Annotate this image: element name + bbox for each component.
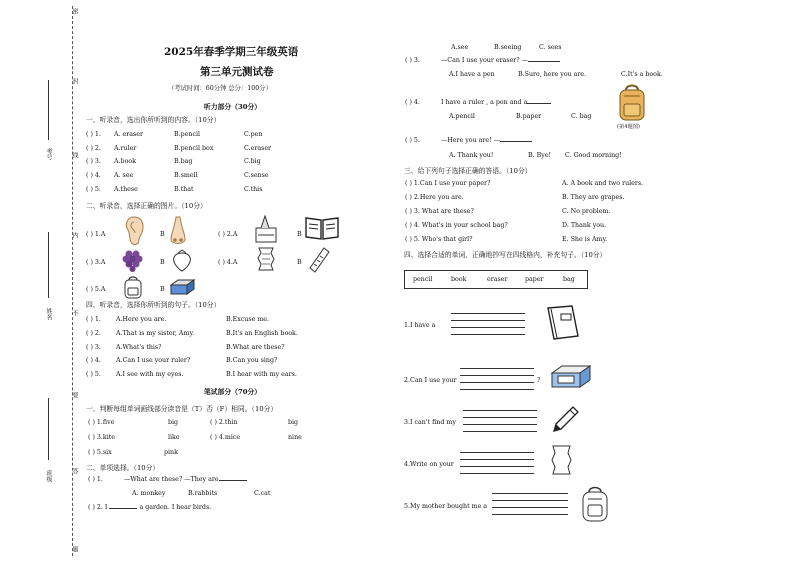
word-bank-word: bag <box>563 276 575 283</box>
option-a: A.I have a pen <box>449 71 495 78</box>
question-number: ( ) 4. <box>86 357 101 364</box>
writing-line[interactable] <box>460 473 534 474</box>
option-b: B.pencil box <box>174 145 214 152</box>
listening-s1-title: 一、听录音，选出你所听到的内容。（10分） <box>86 116 221 124</box>
match-answer: C. No problem. <box>562 208 611 215</box>
answer-blank[interactable] <box>219 480 247 481</box>
seat-label: 考号 <box>45 148 52 160</box>
ruler-icon <box>307 246 331 274</box>
exam-info: （考试时间：60分钟 总分：100分） <box>168 85 272 92</box>
option-b: B.I hear with my ears. <box>226 371 297 378</box>
phonics-item: ( ) 3.kite <box>88 434 116 441</box>
answer-blank[interactable] <box>500 141 532 142</box>
option-b: B <box>160 286 165 293</box>
question-number: ( ) 5.A <box>86 286 106 293</box>
option-a: A.see <box>451 44 469 51</box>
strawberry-icon <box>170 248 194 272</box>
word-bank-word: book <box>451 276 467 283</box>
writing-line[interactable] <box>492 514 568 515</box>
binding-mark: 封 <box>71 78 78 84</box>
writing-line[interactable] <box>451 334 525 335</box>
match-question: ( ) 2.Here you are. <box>405 194 464 201</box>
option-a: A.That is my sister, Amy. <box>116 330 195 337</box>
phonics-item: ( ) 2.thin <box>210 419 238 426</box>
answer-blank[interactable] <box>527 103 551 104</box>
option-b: B. Bye! <box>528 152 552 159</box>
writing-line[interactable] <box>463 424 537 425</box>
name-line <box>48 232 49 298</box>
option-c: C.big <box>244 158 261 165</box>
question-number: ( ) 1. <box>86 316 101 323</box>
option-b: B.seeing <box>494 44 522 51</box>
class-label: 班级 <box>45 470 52 482</box>
writing-line[interactable] <box>451 327 525 328</box>
option-a: A.Here you are. <box>116 316 167 323</box>
option-a: A. monkey <box>132 490 166 497</box>
question-number: ( ) 5. <box>86 371 101 378</box>
phonics-item: ( ) 4.mice <box>210 434 241 441</box>
phonics-word: big <box>168 419 179 426</box>
written-s4-title: 四、选择合适的单词，正确地抄写在四线格内，补充句子。（10分） <box>404 251 607 259</box>
option-c: C. Good morning! <box>565 152 622 159</box>
binding-mark: 密 <box>71 8 78 14</box>
option-a: A.I see with my eyes. <box>116 371 184 378</box>
school-bag-icon <box>578 484 612 524</box>
written-s2-title: 二、单项选择。（10分） <box>86 464 160 472</box>
question-number: ( ) 1. <box>86 131 101 138</box>
listening-heading: 听力部分（30分） <box>204 103 262 111</box>
class-line <box>48 398 49 460</box>
question-text: —Can I use your eraser? — <box>441 57 560 64</box>
option-b: B <box>160 231 165 238</box>
school-bag-icon <box>122 274 144 300</box>
written-s3-title: 三、给下列句子选择正确的答语。（10分） <box>404 167 532 175</box>
page-title: 2025年春季学期三年级英语 <box>164 46 299 58</box>
answer-blank[interactable] <box>109 508 137 509</box>
option-a: A.Can I use your ruler? <box>116 357 191 364</box>
option-b: B.Sure, here you are. <box>518 71 587 78</box>
option-b: B.pencil <box>174 131 200 138</box>
option-c: C. sees <box>539 44 562 51</box>
option-a: A.What's this? <box>116 344 162 351</box>
option-c: C.sense <box>244 172 269 179</box>
question-number: ( ) 1. <box>88 476 103 483</box>
match-answer: E. She is Amy. <box>562 236 608 243</box>
writing-line[interactable] <box>492 500 568 501</box>
option-b: B.What are these? <box>226 344 285 351</box>
option-b: B <box>160 259 165 266</box>
option-b: B.smell <box>174 172 198 179</box>
option-a: A. Thank you! <box>449 152 494 159</box>
word-bank-word: eraser <box>487 276 508 283</box>
match-answer: B. They are grapes. <box>562 194 625 201</box>
eraser-icon <box>168 278 196 296</box>
writing-line[interactable] <box>460 368 534 369</box>
ear-icon <box>122 214 146 248</box>
writing-line[interactable] <box>463 431 537 432</box>
option-b: B <box>297 231 302 238</box>
fill-sentence: 4.Write on your <box>404 461 454 468</box>
question-number: ( ) 5. <box>86 186 101 193</box>
question-number: ( ) 2.A <box>218 231 238 238</box>
option-c: C. bag <box>571 113 592 120</box>
option-a: A.book <box>114 158 136 165</box>
binding-mark: 要 <box>71 392 78 398</box>
question-number: ( ) 3. <box>405 57 420 64</box>
option-b: B.that <box>174 186 194 193</box>
option-a: A. see <box>114 172 134 179</box>
pencil-sharpener-icon <box>253 214 281 246</box>
phonics-item: ( ) 5.six <box>88 449 112 456</box>
question-mark: ? <box>537 377 541 384</box>
writing-line[interactable] <box>492 507 568 508</box>
binding-mark: 不 <box>71 310 78 316</box>
option-a: A.ruler <box>114 145 137 152</box>
question-number: ( ) 3. <box>86 158 101 165</box>
book-icon <box>545 303 581 343</box>
binding-mark: 内 <box>71 232 78 238</box>
option-c: C.pen <box>244 131 263 138</box>
word-bank-word: pencil <box>413 276 433 283</box>
option-a: A.pencil <box>449 113 475 120</box>
question-number: ( ) 5. <box>405 137 420 144</box>
match-question: ( ) 4. What's in your school bag? <box>405 222 508 229</box>
option-b: B.Can you sing? <box>226 357 278 364</box>
nose-icon <box>166 214 190 248</box>
phonics-item: ( ) 1.five <box>88 419 115 426</box>
option-b: B.bag <box>174 158 193 165</box>
phonics-word: nine <box>288 434 302 441</box>
question-number: ( ) 4. <box>86 172 101 179</box>
school-bag-icon <box>615 82 649 122</box>
match-question: ( ) 3. What are these? <box>405 208 474 215</box>
book-icon <box>304 215 340 241</box>
fill-sentence: 1.I have a <box>404 322 436 329</box>
writing-line[interactable] <box>463 410 537 411</box>
question-text: ( ) 2. I a garden. I hear birds. <box>88 504 212 511</box>
pencil-icon <box>548 403 582 437</box>
page-subtitle: 第三单元测试卷 <box>200 66 274 78</box>
binding-mark: 线 <box>71 152 78 158</box>
writing-line[interactable] <box>451 313 525 314</box>
word-bank-word: paper <box>525 276 544 283</box>
written-s1-title: 一、判断每组单词画线部分读音是（T）否（F）相同。（10分） <box>86 405 278 413</box>
option-b: B.Excuse me. <box>226 316 270 323</box>
fill-sentence: 5.My mother bought me a <box>404 503 488 510</box>
match-answer: D. Thank you. <box>562 222 607 229</box>
option-b: B <box>297 259 302 266</box>
question-number: ( ) 3. <box>86 344 101 351</box>
question-number: ( ) 4.A <box>218 259 238 266</box>
phonics-word: pink <box>164 449 178 456</box>
paper-icon <box>255 245 277 273</box>
writing-line[interactable] <box>460 382 534 383</box>
writing-line[interactable] <box>492 493 568 494</box>
option-c: C.cat <box>254 490 271 497</box>
figure-caption: (第4题图) <box>617 124 640 130</box>
binding-mark: 题 <box>71 546 78 552</box>
option-c: C.eraser <box>244 145 272 152</box>
writing-line[interactable] <box>460 375 534 376</box>
question-number: ( ) 3.A <box>86 259 106 266</box>
question-number: ( ) 4. <box>405 99 420 106</box>
writing-line[interactable] <box>460 459 534 460</box>
answer-blank[interactable] <box>528 61 560 62</box>
option-a: A.these <box>114 186 138 193</box>
phonics-word: big <box>288 419 299 426</box>
match-answer: A. A book and two rulers. <box>562 180 644 187</box>
question-text: —Here you are! — <box>441 137 532 144</box>
question-number: ( ) 1.A <box>86 231 106 238</box>
word-bank <box>404 270 588 289</box>
seat-line <box>48 80 49 140</box>
grapes-icon <box>122 246 144 272</box>
listening-s3-title: 四、听录音，选择你所听到的句子。（10分） <box>86 301 221 309</box>
paper-icon <box>549 443 575 477</box>
option-a: A. eraser <box>114 131 144 138</box>
writing-line[interactable] <box>460 389 534 390</box>
listening-s2-title: 二、听录音，选择正确的图片。（10分） <box>86 202 207 210</box>
writing-line[interactable] <box>460 466 534 467</box>
phonics-word: like <box>168 434 180 441</box>
question-number: ( ) 2. <box>86 145 101 152</box>
eraser-icon <box>548 364 594 390</box>
option-b: B.rabbits <box>188 490 218 497</box>
question-text: —What are these? —They are <box>124 476 247 483</box>
option-b: B.It's an English book. <box>226 330 298 337</box>
match-question: ( ) 1.Can I use your paper? <box>405 180 491 187</box>
question-number: ( ) 2. <box>86 330 101 337</box>
match-question: ( ) 5. Who's that girl? <box>405 236 473 243</box>
binding-mark: 答 <box>71 468 78 474</box>
option-c: C.It's a book. <box>621 71 663 78</box>
writing-line[interactable] <box>460 452 534 453</box>
writing-line[interactable] <box>451 320 525 321</box>
option-b: B.paper <box>516 113 542 120</box>
name-label: 姓名 <box>45 308 52 320</box>
option-c: C.this <box>244 186 263 193</box>
written-heading: 笔试部分（70分） <box>204 388 262 396</box>
fill-sentence: 3.I can't find my <box>404 419 456 426</box>
writing-line[interactable] <box>463 417 537 418</box>
question-text: I have a ruler , a pen and a <box>441 99 551 106</box>
fill-sentence: 2.Can I use your <box>404 377 457 384</box>
